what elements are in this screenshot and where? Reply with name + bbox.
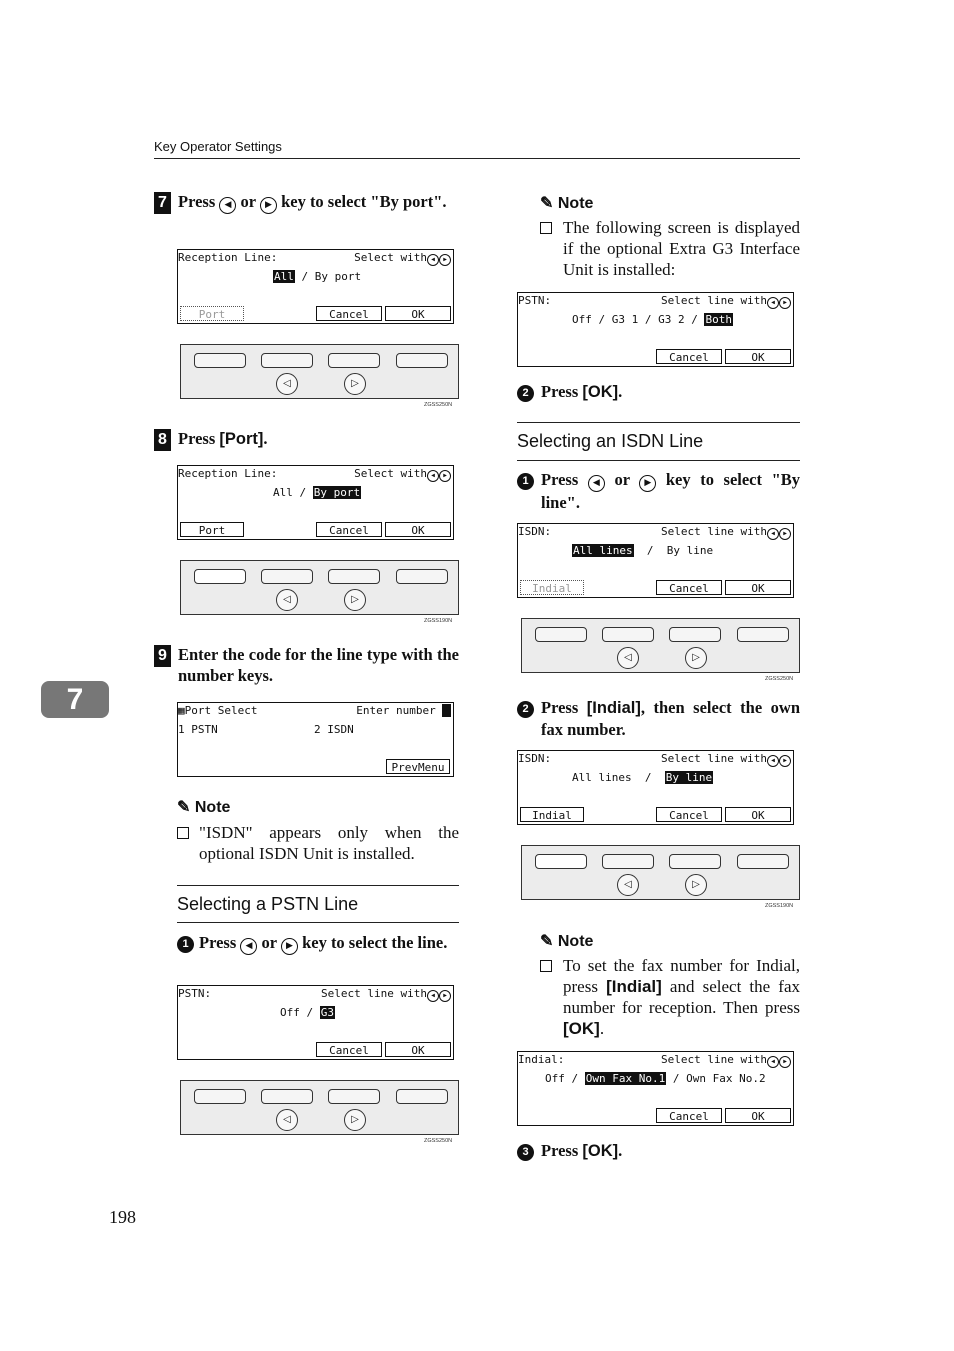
port-button[interactable]: Port: [180, 522, 244, 537]
right-arrow-key-icon[interactable]: ▷: [344, 1109, 366, 1131]
isdn-step-3: 3 Press [OK].: [517, 1140, 800, 1164]
selection-key[interactable]: [328, 353, 380, 368]
ok-button[interactable]: OK: [725, 807, 791, 822]
ok-button[interactable]: OK: [725, 580, 791, 595]
right-arrow-icon: ▶: [779, 297, 791, 309]
note-item: To set the fax number for Indial, press [Indial] and select the fax number for reception. Then press [OK].: [540, 955, 800, 1043]
isdn-step-1: 1 Press ◀ or ▶ key to select "By line".: [517, 469, 800, 513]
left-arrow-key-icon[interactable]: ◁: [276, 589, 298, 611]
section-rule: [517, 460, 800, 461]
left-arrow-icon: ◀: [767, 755, 779, 767]
section-title: Selecting a PSTN Line: [177, 894, 359, 914]
selection-key[interactable]: [194, 353, 246, 368]
lcd-screen-reception-line: Reception Line: Select with ◀ ▶ All / By port Port Cancel OK: [177, 249, 454, 324]
selection-key[interactable]: [261, 569, 313, 584]
step-9: 9 Enter the code for the line type with the number keys.: [154, 644, 459, 688]
figure-code: ZGSS250N: [424, 402, 453, 408]
right-arrow-icon: ▶: [439, 470, 451, 482]
operation-panel: [180, 560, 459, 615]
checkbox-bullet-icon: [177, 827, 189, 839]
indial-button[interactable]: Indial: [520, 807, 584, 822]
operation-panel: [521, 618, 800, 673]
cursor-icon: [442, 704, 451, 717]
right-arrow-icon: ▶: [779, 755, 791, 767]
checkbox-bullet-icon: [540, 960, 552, 972]
lcd-screen-isdn: ISDN: Select line with ◀ ▶ All lines / By line Indial Cancel OK: [517, 750, 794, 825]
page-number: 198: [109, 1207, 136, 1227]
right-arrow-key-icon[interactable]: ▷: [685, 647, 707, 669]
right-arrow-key-icon[interactable]: ▷: [344, 589, 366, 611]
ok-button[interactable]: OK: [725, 1108, 791, 1123]
note-heading: ✎ Note: [540, 195, 594, 212]
step-number-badge: 9: [154, 645, 171, 667]
left-arrow-key-icon[interactable]: ◁: [276, 1109, 298, 1131]
left-arrow-key-icon[interactable]: ◁: [617, 647, 639, 669]
right-arrow-key-icon: ▶: [639, 475, 656, 492]
note-item: "ISDN" appears only when the optional ISDN Unit is installed.: [177, 822, 459, 866]
left-arrow-key-icon: ◀: [240, 938, 257, 955]
selection-key[interactable]: [396, 1089, 448, 1104]
cancel-button[interactable]: Cancel: [656, 1108, 722, 1123]
lcd-screen-reception-line: Reception Line: Select with ◀ ▶ All / By port Port Cancel OK: [177, 465, 454, 540]
right-arrow-icon: ▶: [439, 990, 451, 1002]
selection-key[interactable]: [535, 627, 587, 642]
step-number-badge: 7: [154, 192, 171, 214]
selection-key[interactable]: [535, 854, 587, 869]
cancel-button[interactable]: Cancel: [316, 522, 382, 537]
step-8: 8 Press [Port].: [154, 428, 459, 452]
right-arrow-key-icon: ▶: [281, 938, 298, 955]
left-arrow-icon: ◀: [427, 990, 439, 1002]
selection-key[interactable]: [669, 627, 721, 642]
checkbox-bullet-icon: [540, 222, 552, 234]
step-7: 7 Press ◀ or ▶ key to select "By port".: [154, 191, 459, 235]
lcd-screen-isdn: ISDN: Select line with ◀ ▶ All lines / By line Indial Cancel OK: [517, 523, 794, 598]
selection-key[interactable]: [669, 854, 721, 869]
pstn-step-2: 2 Press [OK].: [517, 381, 800, 405]
port-button[interactable]: Port: [180, 306, 244, 321]
left-arrow-icon: ◀: [767, 528, 779, 540]
cancel-button[interactable]: Cancel: [316, 1042, 382, 1057]
selection-key[interactable]: [396, 353, 448, 368]
left-arrow-key-icon[interactable]: ◁: [617, 874, 639, 896]
selection-key[interactable]: [737, 627, 789, 642]
selection-key[interactable]: [602, 627, 654, 642]
selection-key[interactable]: [328, 1089, 380, 1104]
left-arrow-key-icon: ◀: [588, 475, 605, 492]
left-arrow-key-icon[interactable]: ◁: [276, 373, 298, 395]
selection-key[interactable]: [737, 854, 789, 869]
section-rule: [517, 422, 800, 423]
pencil-icon: ✎: [540, 195, 554, 212]
menu-icon: ▦: [178, 704, 185, 717]
figure-code: ZGSS190N: [424, 618, 453, 624]
pencil-icon: ✎: [540, 933, 554, 950]
left-arrow-key-icon: ◀: [219, 197, 236, 214]
note-item: The following screen is displayed if the optional Extra G3 Interface Unit is installed:: [540, 217, 800, 283]
prev-menu-button[interactable]: PrevMenu: [386, 759, 450, 774]
operation-panel: [180, 344, 459, 399]
selection-key[interactable]: [261, 1089, 313, 1104]
indial-button[interactable]: Indial: [520, 580, 584, 595]
ok-button[interactable]: OK: [385, 522, 451, 537]
section-rule: [177, 922, 459, 923]
operation-panel: [180, 1080, 459, 1135]
note-heading: ✎ Note: [540, 933, 594, 950]
chapter-tab: 7: [41, 681, 109, 718]
figure-code: ZGSS190N: [765, 903, 794, 909]
header-rule: [154, 158, 800, 159]
cancel-button[interactable]: Cancel: [656, 580, 722, 595]
left-arrow-icon: ◀: [767, 297, 779, 309]
cancel-button[interactable]: Cancel: [316, 306, 382, 321]
lcd-screen-port-select: ▦Port Select Enter number 1 PSTN 2 ISDN PrevMenu: [177, 702, 454, 777]
ok-button[interactable]: OK: [725, 349, 791, 364]
left-arrow-icon: ◀: [427, 254, 439, 266]
operation-panel: [521, 845, 800, 900]
ok-button[interactable]: OK: [385, 1042, 451, 1057]
lcd-screen-pstn: PSTN: Select line with ◀ ▶ Off / G3 Cancel OK: [177, 985, 454, 1060]
lcd-screen-indial: Indial: Select line with ◀ ▶ Off / Own Fax No.1 / Own Fax No.2 Cancel OK: [517, 1051, 794, 1126]
selection-key[interactable]: [261, 353, 313, 368]
pstn-step-1: 1 Press ◀ or ▶ key to select the line.: [177, 932, 459, 976]
right-arrow-icon: ▶: [779, 1056, 791, 1068]
isdn-step-2: 2 Press [Indial], then select the own fax number.: [517, 697, 800, 741]
right-arrow-icon: ▶: [779, 528, 791, 540]
selection-key[interactable]: [328, 569, 380, 584]
lcd-screen-pstn-g3: PSTN: Select line with ◀ ▶ Off / G3 1 / G3 2 / Both Cancel OK: [517, 292, 794, 367]
selection-key[interactable]: [194, 569, 246, 584]
right-arrow-key-icon[interactable]: ▷: [685, 874, 707, 896]
pencil-icon: ✎: [177, 799, 191, 816]
step-number-badge: 8: [154, 429, 171, 451]
figure-code: ZGSS250N: [424, 1138, 453, 1144]
left-arrow-icon: ◀: [767, 1056, 779, 1068]
ok-button[interactable]: OK: [385, 306, 451, 321]
right-arrow-key-icon: ▶: [260, 197, 277, 214]
cancel-button[interactable]: Cancel: [656, 349, 722, 364]
note-heading: ✎ Note: [177, 799, 231, 816]
right-arrow-key-icon[interactable]: ▷: [344, 373, 366, 395]
running-header: Key Operator Settings: [154, 139, 282, 154]
section-title: Selecting an ISDN Line: [517, 431, 704, 451]
cancel-button[interactable]: Cancel: [656, 807, 722, 822]
selection-key[interactable]: [194, 1089, 246, 1104]
right-arrow-icon: ▶: [439, 254, 451, 266]
figure-code: ZGSS250N: [765, 676, 794, 682]
left-arrow-icon: ◀: [427, 470, 439, 482]
selection-key[interactable]: [602, 854, 654, 869]
selection-key[interactable]: [396, 569, 448, 584]
section-rule: [177, 885, 459, 886]
